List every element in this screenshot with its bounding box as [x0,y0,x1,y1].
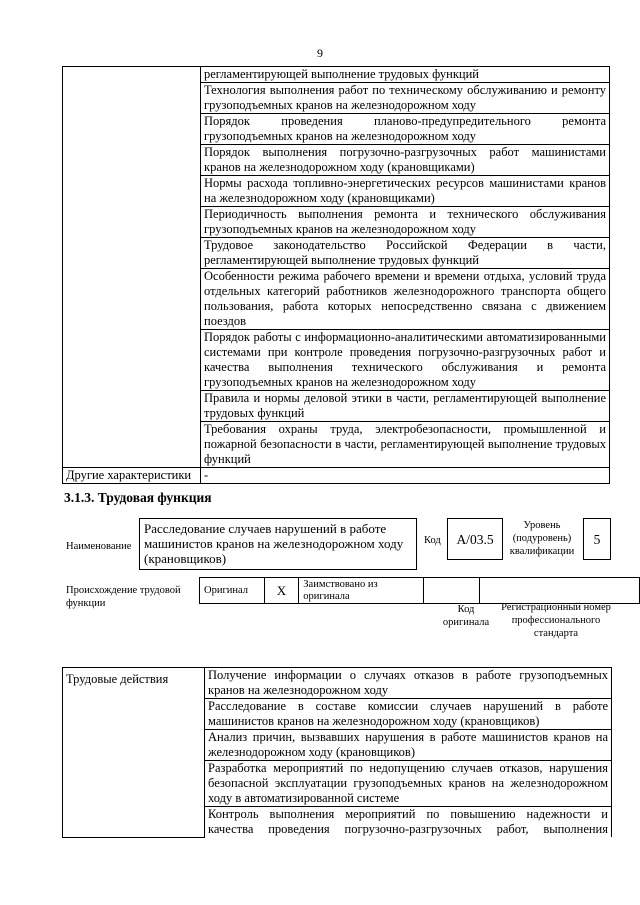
table-cell: Технология выполнения работ по техническому обслуживанию и ремонту грузоподъемных кранов на железнодорожном ходу [201,83,610,114]
code-label: Код [424,535,441,546]
origin-label: Происхождение трудовой функции [66,585,181,609]
table-cell: Требования охраны труда, электробезопасности, промышленной и пожарной безопасности в части, регламентирующей выполнение трудовых функций [201,422,610,468]
code-original-label: Код оригинала [442,604,490,628]
original-label: Оригинал [200,578,265,604]
borrowed-label: Заимствовано из оригинала [299,578,424,604]
table-row [63,468,610,484]
page-number: 9 [317,46,323,60]
table-cell: Получение информации о случаях отказов в работе грузоподъемных кранов на железнодорожном ходу [205,668,612,699]
original-mark: X [264,578,299,604]
actions-table [62,667,612,838]
table-left-cell [63,67,201,468]
section-title: 3.1.3. Трудовая функция [64,490,212,505]
table-cell: Трудовое законодательство Российской Федерации в части, регламентирующей выполнение трудовых функций [201,238,610,269]
table-row [63,668,612,699]
table-cell: Разработка мероприятий по недопущению случаев отказов, нарушения безопасной эксплуатации грузоподъемных кранов на железнодорожном ходу в автоматизированной системе [205,761,612,807]
level-value-box: 5 [583,518,611,560]
knowledge-table [62,66,610,484]
level-label: Уровень (подуровень) квалификации [509,520,575,557]
table-row [200,578,640,604]
table-cell: Порядок проведения планово-предупредительного ремонта грузоподъемных кранов на железнодорожном ходу [201,114,610,145]
table-cell: Нормы расхода топливно-энергетических ресурсов машинистами кранов на железнодорожном ходу (крановщиками) [201,176,610,207]
table-row [63,67,610,83]
table-cell: Периодичность выполнения ремонта и технического обслуживания грузоподъемных кранов на железнодорожном ходу [201,207,610,238]
table-cell: регламентирующей выполнение трудовых функций [201,67,610,83]
table-cell: Порядок выполнения погрузочно-разгрузочных работ машинистами кранов на железнодорожном ходу (крановщиками) [201,145,610,176]
code-original-cell [423,578,479,604]
table-cell: Особенности режима рабочего времени и времени отдыха, условий труда отдельных категорий работников железнодорожного транспорта общего пользования, работа которых непосредственно связана с движением поездов [201,269,610,330]
reg-number-label: Регистрационный номер профессионального стандарта [501,602,611,639]
reg-number-cell [479,578,639,604]
table-cell: Контроль выполнения мероприятий по повышению надежности и качества проведения погрузочно-разгрузочных работ, выполнения [205,807,612,838]
origin-table [199,577,640,604]
actions-label: Трудовые действия [63,668,205,838]
table-cell: Правила и нормы деловой этики в части, регламентирующей выполнение трудовых функций [201,391,610,422]
code-value-box: А/03.5 [447,518,503,560]
table-cell: Анализ причин, вызвавших нарушения в работе машинистов кранов на железнодорожном ходу (крановщиков) [205,730,612,761]
table-cell: Расследование в составе комиссии случаев нарушений в работе машинистов кранов на железнодорожном ходу (крановщиков) [205,699,612,730]
function-name-box: Расследование случаев нарушений в работе машинистов кранов на железнодорожном ходу (крановщиков) [139,518,417,570]
name-label: Наименование [66,541,132,552]
other-characteristics-label: Другие характеристики [63,468,201,484]
other-characteristics-value: - [201,468,610,484]
table-cell: Порядок работы с информационно-аналитическими автоматизированными системами при контроле проведения погрузочно-разгрузочных работ и качества выполнения технического обслуживания и ремонта грузоподъемных кранов на железнодорожном ходу [201,330,610,391]
